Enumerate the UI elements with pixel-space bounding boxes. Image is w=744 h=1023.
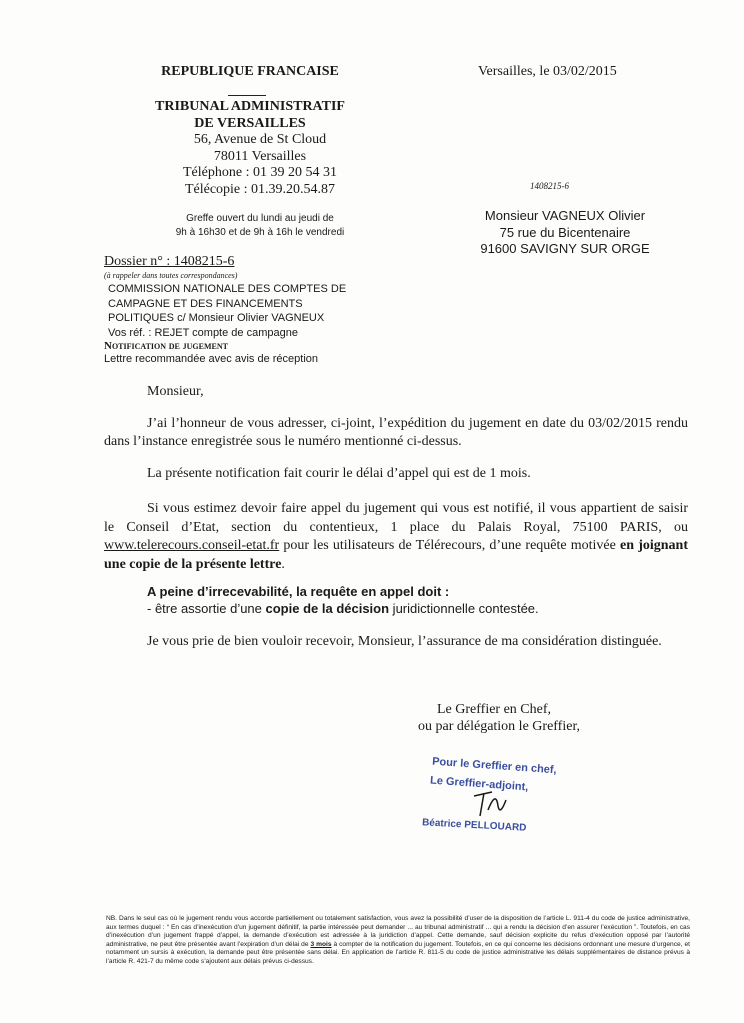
- paragraph-judgment: J’ai l’honneur de vous adresser, ci-joint, l’expédition du jugement en date du 03/02/2015 rendu dans l’instance enregistrée sous le numéro mentionné ci-dessus.: [104, 416, 688, 449]
- address-line-1: 56, Avenue de St Cloud: [193, 132, 327, 147]
- fax-line: Télécopie : 01.39.20.54.87: [184, 181, 336, 197]
- recipient-city: 91600 SAVIGNY SUR ORGE: [480, 241, 650, 256]
- notification-heading: Notification de jugement: [104, 340, 228, 352]
- footnote-text-2: à compter de la notification du jugement. Toutefois, en ce qui concerne les décisions ordonnant une mesure d’urgence, et notamment un sursis à exécution, la demande peut être présentée sans délai. En application de l’article R. 811-5 du code de justice administrative les délais supplémentaires de distance prévus à l’article R. 421-7 du même code s’ajoutent aux délais prévus ci-dessus.: [106, 940, 690, 965]
- signature-delegation: ou par délégation le Greffier,: [418, 719, 581, 734]
- place-date: Versailles, le 03/02/2015: [478, 64, 617, 79]
- handwritten-signature: [470, 786, 510, 822]
- paragraph-appeal-delay: La présente notification fait courir le délai d’appel qui est de 1 mois.: [147, 466, 531, 481]
- recipient-street: 75 rue du Bicentenaire: [499, 224, 631, 240]
- recipient-name: Monsieur VAGNEUX Olivier: [484, 208, 646, 223]
- appeal-text-bold: en joignant une copie de la présente lettre: [104, 538, 688, 572]
- office-hours: [120, 212, 400, 240]
- reference-small: 1408215-6: [530, 181, 569, 191]
- tribunal-name: [120, 98, 380, 132]
- paragraph-appeal-procedure: [104, 500, 688, 574]
- stamp-line-3: Béatrice PELLOUARD: [421, 817, 527, 834]
- inadmissibility-warning: A peine d’irrecevabilité, la requête en appel doit :: [147, 584, 450, 599]
- hours-line-1: Greffe ouvert du lundi au jeudi de: [186, 213, 334, 224]
- party-line-2: CAMPAGNE ET DES FINANCEMENTS: [108, 297, 303, 310]
- dossier-number: Dossier n° : 1408215-6: [104, 254, 235, 269]
- tribunal-line-1: TRIBUNAL ADMINISTRATIF: [155, 99, 345, 114]
- address-line-2: 78011 Versailles: [213, 148, 307, 164]
- official-stamp: [420, 755, 570, 843]
- appeal-text-end: .: [281, 556, 285, 572]
- requirement-text-1: - être assortie d’une: [147, 601, 266, 616]
- recipient-address: [440, 208, 690, 258]
- appeal-text-1: Si vous estimez devoir faire appel du jugement qui vous est notifié, il vous appartient de saisir le Conseil d’Etat, section du contentieux, 1 place du Palais Royal, 75100 PARIS, ou: [104, 501, 688, 535]
- dossier-reminder: (à rappeler dans toutes correspondances): [104, 271, 238, 280]
- footnote-bold: 3 mois: [310, 940, 332, 948]
- registered-mail: Lettre recommandée avec avis de réception: [104, 353, 319, 365]
- party-line-3: POLITIQUES c/ Monsieur Olivier VAGNEUX: [108, 312, 325, 324]
- footnote-text-1: NB. Dans le seul cas où le jugement rendu vous accorde partiellement ou totalement satisfaction, vous avez la possibilité d’user de la disposition de l’article L. 911-4 du code de justice administrative, aux termes duquel : “ En cas d’inexécution d’un jugement définitif, la partie intéressée peut demander ... au tribunal administratif ... qui a rendu la décision d’en assurer l’exécution ”. Toutefois, en cas d’inexécution d’un jugement frappé d’appel, la demande d’exécution est adressée à la juridiction d’appel. Cette demande, sauf décision explicite du refus d’exécution opposé par l’autorité administrative, ne peut être présentée avant l’expiration d’un délai de: [106, 915, 690, 948]
- paragraph-closing: Je vous prie de bien vouloir recevoir, Monsieur, l’assurance de ma considération distinguée.: [147, 634, 662, 649]
- appeal-text-2: pour les utilisateurs de Télérecours, d’une requête motivée: [279, 538, 621, 553]
- header-divider: [228, 95, 266, 96]
- hours-line-2: 9h à 16h30 et de 9h à 16h le vendredi: [175, 227, 345, 238]
- salutation: Monsieur,: [147, 384, 204, 399]
- dossier-parties: [108, 282, 346, 340]
- requirement-line: [147, 601, 539, 616]
- legal-footnote: [106, 915, 690, 966]
- telerecours-link[interactable]: www.telerecours.conseil-etat.fr: [104, 538, 280, 553]
- requirement-text-2: juridictionnelle contestée.: [389, 601, 539, 616]
- party-line-1: COMMISSION NATIONALE DES COMPTES DE: [108, 283, 347, 295]
- phone-line: Téléphone : 01 39 20 54 31: [183, 165, 337, 180]
- signature-title: Le Greffier en Chef,: [437, 702, 552, 717]
- stamp-line-1: Pour le Greffier en chef,: [431, 755, 557, 777]
- republic-title: REPUBLIQUE FRANCAISE: [161, 64, 339, 79]
- tribunal-line-2: DE VERSAILLES: [194, 116, 306, 131]
- your-reference: Vos réf. : REJET compte de campagne: [108, 326, 298, 339]
- tribunal-address: [120, 132, 400, 198]
- stamp-line-2: Le Greffier-adjoint,: [429, 774, 529, 794]
- requirement-bold: copie de la décision: [265, 601, 390, 616]
